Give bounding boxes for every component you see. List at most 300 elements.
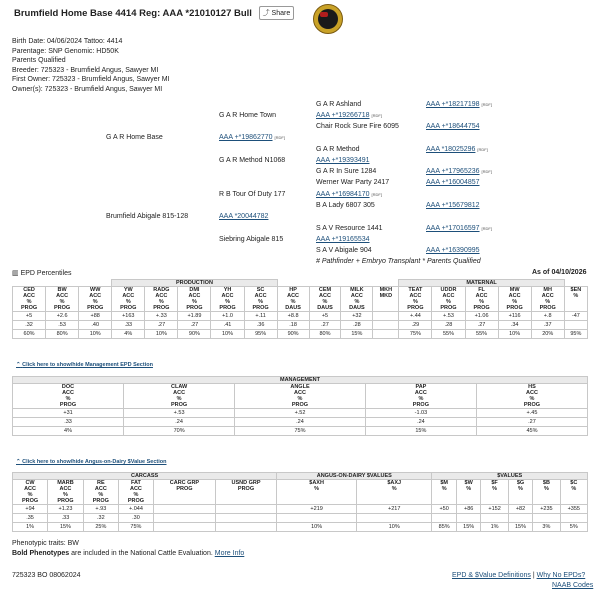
group-maternal: MATERNAL <box>399 280 564 287</box>
epd-col-sub: % <box>158 299 164 305</box>
epd-cell: 95% <box>244 330 277 339</box>
dairy-col-name: $C <box>570 480 578 486</box>
epd-cell: +1.0 <box>211 312 244 321</box>
ped-sds-name: G A R Method <box>316 146 360 153</box>
dairy-col-name: FAT <box>130 480 141 486</box>
ped-dds-name: S A V Resource 1441 <box>316 225 383 232</box>
ped-ss-link[interactable]: AAA +*19266718 <box>316 112 370 119</box>
dairy-cell <box>215 514 276 523</box>
dairy-col-sub: ACC <box>24 486 36 492</box>
dairy-col-name: $B <box>542 480 550 486</box>
epd-col-header <box>112 287 145 312</box>
epd-cell: +8.8 <box>277 312 309 321</box>
epd-as-of: As of 04/10/2026 <box>532 269 587 276</box>
epd-col-sub: % <box>125 299 131 305</box>
dairy-col-sub: % <box>571 486 577 492</box>
breeder-line: Breeder: 725323 - Brumfield Angus, Sawyer MI <box>12 66 159 74</box>
dairy-col-sub: % <box>466 486 472 492</box>
dairy-cell: 3% <box>533 523 560 532</box>
epd-col-name: RADG <box>153 287 170 293</box>
epd-col-header <box>178 287 211 312</box>
rdf-tag: [RDF] <box>371 192 382 197</box>
epd-col-sub: ACC <box>508 293 521 299</box>
ped-ddd-link[interactable]: AAA +*16390995 <box>426 247 480 254</box>
dairy-col-name: $W <box>464 480 473 486</box>
ped-note: # Pathfinder + Embryo Transplant * Parents Qualified <box>316 258 481 265</box>
phenotypic-line: Phenotypic traits: BW <box>12 540 79 547</box>
epd-col-sub: % <box>322 299 328 305</box>
bold-note-strong: Bold Phenotypes <box>12 550 70 557</box>
epd-cell: 90% <box>178 330 211 339</box>
footer-code: 725323 BO 08062024 <box>12 572 81 579</box>
mgmt-cell: +.53 <box>124 409 235 418</box>
epd-col-sub: % <box>354 299 360 305</box>
epd-col-sub: PROG <box>473 305 490 311</box>
epd-col-sub: % <box>290 299 296 305</box>
owners-line: Owner(s): 725323 - Brumfield Angus, Sawyer MI <box>12 85 163 93</box>
group-aod: ANGUS-ON-DAIRY $VALUES <box>277 473 432 480</box>
mgmt-col-header <box>365 384 476 409</box>
dairy-col-sub: % <box>543 486 549 492</box>
dairy-toggle[interactable] <box>16 459 167 465</box>
epd-cell: 55% <box>432 330 465 339</box>
epd-cell <box>373 321 399 330</box>
epd-col-header <box>244 287 277 312</box>
ped-sd-link[interactable]: AAA +*19393491 <box>316 157 370 164</box>
dairy-col-sub: PROG <box>127 498 145 504</box>
dairy-cell: +50 <box>432 505 457 514</box>
rdf-tag: [RDF] <box>481 169 492 174</box>
epd-col-sub: ACC <box>23 293 35 299</box>
mgmt-col-header <box>13 384 124 409</box>
dairy-cell <box>508 514 533 523</box>
epd-cell: .28 <box>341 321 373 330</box>
mgmt-toggle[interactable] <box>16 362 153 368</box>
mgmt-cell: 15% <box>365 427 476 436</box>
group-production: PRODUCTION <box>112 280 277 287</box>
birth-line: Birth Date: 04/06/2024 Tattoo: 4414 <box>12 38 123 45</box>
dairy-col-header <box>533 480 560 505</box>
dairy-cell: 75% <box>118 523 153 532</box>
dairy-col-name: CW <box>25 480 35 486</box>
dairy-col-header <box>481 480 508 505</box>
dairy-cell <box>432 514 457 523</box>
dairy-col-sub: PROG <box>92 498 109 504</box>
ped-sd-name: G A R Method N1068 <box>219 157 286 164</box>
ped-sire-link[interactable]: AAA +*19862770 <box>219 134 273 141</box>
epd-cell: +5 <box>13 312 46 321</box>
epd-cell: 4% <box>112 330 145 339</box>
dairy-col-header <box>48 480 84 505</box>
epd-col-name: CED <box>23 287 35 293</box>
more-info-link[interactable]: More Info <box>214 550 245 557</box>
expand-icon: ⌃ <box>16 459 21 465</box>
mgmt-cell: .27 <box>476 418 587 427</box>
dairy-cell: .33 <box>48 514 84 523</box>
epd-col-sub: % <box>512 299 518 305</box>
ped-sds-link[interactable]: AAA *18025296 <box>426 146 476 153</box>
epd-col-sub: ACC <box>188 293 201 299</box>
dairy-cell: 15% <box>508 523 533 532</box>
dairy-cell: .35 <box>13 514 48 523</box>
epd-col-sub: ACC <box>89 293 102 299</box>
epd-col-sub: ACC <box>350 293 363 299</box>
mgmt-cell: -1.03 <box>365 409 476 418</box>
epd-col-header <box>531 287 564 312</box>
ped-sire-name: G A R Home Base <box>106 134 163 141</box>
dairy-col-sub: PROG <box>21 498 39 504</box>
ped-sss-link[interactable]: AAA +*18217198 <box>426 101 480 108</box>
dairy-col-sub: ACC <box>94 486 107 492</box>
rdf-tag: [RDF] <box>274 135 285 140</box>
epd-cell: 80% <box>46 330 79 339</box>
dairy-col-header <box>508 480 533 505</box>
mgmt-cell: .24 <box>124 418 235 427</box>
dairy-col-name: $AXJ <box>387 480 402 486</box>
group-carcass: CARCASS <box>13 473 277 480</box>
share-button[interactable] <box>259 6 295 20</box>
dairy-cell: 10% <box>277 523 357 532</box>
dairy-col-name: $AXH <box>309 480 324 486</box>
mgmt-col-sub: ACC <box>414 390 427 396</box>
mgmt-cell: 45% <box>476 427 587 436</box>
epd-cell: .53 <box>46 321 79 330</box>
epd-col-header <box>79 287 112 312</box>
epd-cell: .41 <box>211 321 244 330</box>
epd-col-sub: PROG <box>20 305 38 311</box>
ped-ddd-name: S A V Abigale 904 <box>316 247 372 254</box>
mgmt-col-sub: PROG <box>412 402 429 408</box>
epd-cell: +163 <box>112 312 145 321</box>
dairy-col-sub: % <box>492 486 498 492</box>
dairy-col-sub: PROG <box>237 486 255 492</box>
mgmt-col-sub: ACC <box>526 390 538 396</box>
epd-cell: .27 <box>309 321 341 330</box>
mgmt-col-sub: % <box>297 396 303 402</box>
dairy-cell: .32 <box>83 514 118 523</box>
epd-col-sub: % <box>258 299 264 305</box>
epd-cell: +5 <box>309 312 341 321</box>
dairy-col-name: $F <box>491 480 498 486</box>
dairy-col-name: $M <box>440 480 448 486</box>
dairy-col-sub: PROG <box>176 486 193 492</box>
dairy-cell: +152 <box>481 505 508 514</box>
ped-dam-link[interactable]: AAA *20044782 <box>219 213 269 220</box>
mgmt-cell: 70% <box>124 427 235 436</box>
first-owner-line: First Owner: 725323 - Brumfield Angus, Sawyer MI <box>12 76 170 83</box>
epd-cell: .36 <box>244 321 277 330</box>
ped-ss-name: G A R Home Town <box>219 112 277 119</box>
dairy-cell: +1.23 <box>48 505 84 514</box>
dairy-cell: +217 <box>357 505 432 514</box>
group-management: MANAGEMENT <box>13 377 588 384</box>
epd-col-sub: PROG <box>252 305 269 311</box>
dairy-cell: +82 <box>508 505 533 514</box>
epd-cell: 10% <box>211 330 244 339</box>
dairy-col-sub: % <box>27 492 33 498</box>
dairy-col-sub: % <box>518 486 523 492</box>
epd-col-name: MW <box>509 287 520 293</box>
why-no-epds-link[interactable]: Why No EPDs? <box>536 572 586 579</box>
dairy-col-sub: % <box>63 492 68 498</box>
epd-col-name: FL <box>478 287 485 293</box>
mgmt-col-sub: ACC <box>173 390 186 396</box>
dairy-col-sub: % <box>441 486 447 492</box>
epd-cell: +116 <box>498 312 531 321</box>
epd-col-sub: % <box>573 293 579 299</box>
dairy-toggle-text: Click here to show/hide Angus-on-Dairy $Value Section <box>22 459 167 465</box>
epd-cell: +.44 <box>399 312 432 321</box>
epd-col-sub: PROG <box>87 305 104 311</box>
epd-col-name: DMI <box>189 287 200 293</box>
dairy-cell <box>533 514 560 523</box>
epd-col-sub: DAUS <box>317 305 333 311</box>
epd-col-sub: ACC <box>221 293 234 299</box>
dairy-cell <box>481 514 508 523</box>
dairy-col-header <box>118 480 153 505</box>
epd-col-header <box>309 287 341 312</box>
epd-col-name: MKH <box>379 287 393 293</box>
epd-col-sub: PROG <box>186 305 203 311</box>
ped-dam-name: Brumfield Abigale 815-128 <box>106 213 189 220</box>
footer-links <box>452 572 585 579</box>
epd-col-header <box>13 287 46 312</box>
mgmt-col-sub: ACC <box>294 390 306 396</box>
epd-title <box>12 269 72 277</box>
dairy-col-header <box>277 480 357 505</box>
dairy-cell <box>357 514 432 523</box>
ped-sdd-name: G A R In Sure 1284 <box>316 168 377 175</box>
epd-col-sub: ACC <box>442 293 455 299</box>
mgmt-col-name: PAP <box>415 384 427 390</box>
ped-dss-link[interactable]: AAA +*16004857 <box>426 179 480 186</box>
dairy-col-name: $G <box>516 480 525 486</box>
dairy-cell <box>560 514 587 523</box>
epd-col-sub: ACC <box>541 293 554 299</box>
epd-col-name: $EN <box>570 287 582 293</box>
dairy-cell: +.044 <box>118 505 153 514</box>
epd-col-name: YW <box>123 287 133 293</box>
dairy-col-sub: ACC <box>129 486 142 492</box>
mgmt-col-name: ANGLE <box>290 384 310 390</box>
epd-col-header <box>211 287 244 312</box>
dairy-col-sub: PROG <box>57 498 74 504</box>
naab-codes-link[interactable]: NAAB Codes <box>552 582 594 589</box>
mgmt-col-name: HS <box>528 384 536 390</box>
epd-cell: 15% <box>341 330 373 339</box>
epd-col-sub: % <box>92 299 98 305</box>
epd-cell: +.11 <box>244 312 277 321</box>
ped-ssd-link[interactable]: AAA +*18644754 <box>426 123 480 130</box>
epd-col-sub: DAUS <box>285 305 301 311</box>
epd-cell: .27 <box>145 321 178 330</box>
epd-cell: 10% <box>498 330 531 339</box>
animal-info <box>12 37 170 94</box>
epd-cell: .32 <box>13 321 46 330</box>
epd-cell: .37 <box>531 321 564 330</box>
dairy-cell <box>215 505 276 514</box>
epd-col-sub: % <box>446 299 451 305</box>
epd-col-sub: PROG <box>407 305 424 311</box>
mgmt-cell: .33 <box>13 418 124 427</box>
dairy-col-sub: % <box>391 486 397 492</box>
dairy-col-header <box>13 480 48 505</box>
epd-col-header <box>46 287 79 312</box>
epd-cell: +1.89 <box>178 312 211 321</box>
epd-col-sub: % <box>225 299 230 305</box>
epd-col-sub: ACC <box>254 293 267 299</box>
mgmt-col-header <box>476 384 587 409</box>
epd-col-sub: ACC <box>56 293 69 299</box>
mgmt-cell: +.52 <box>235 409 366 418</box>
mgmt-col-sub: % <box>176 396 182 402</box>
mgmt-col-sub: PROG <box>59 402 77 408</box>
dairy-col-name: MARB <box>57 480 74 486</box>
epd-col-sub: PROG <box>54 305 71 311</box>
dairy-col-sub: ACC <box>59 486 72 492</box>
mgmt-cell: .24 <box>365 418 476 427</box>
epd-col-sub: % <box>191 299 197 305</box>
expand-icon: ⌃ <box>16 362 21 368</box>
dairy-cell: .30 <box>118 514 153 523</box>
epd-definitions-link[interactable]: EPD & $Value Definitions <box>452 572 531 579</box>
dairy-cell <box>153 523 215 532</box>
dairy-cell: 10% <box>357 523 432 532</box>
epd-col-sub: PROG <box>153 305 170 311</box>
ped-sss-name: G A R Ashland <box>316 101 362 108</box>
epd-title-text: EPD Percentiles <box>20 270 72 277</box>
rdf-tag: [RDF] <box>481 102 492 107</box>
mgmt-col-sub: ACC <box>62 390 74 396</box>
epd-col-header <box>564 287 587 312</box>
ped-dd-link[interactable]: AAA +*19165534 <box>316 236 370 243</box>
dairy-col-name: RE <box>97 480 105 486</box>
epd-cell: .18 <box>277 321 309 330</box>
epd-col-sub: PROG <box>219 305 236 311</box>
bold-note <box>12 550 244 557</box>
epd-cell: .29 <box>399 321 432 330</box>
share-label: Share <box>271 10 291 17</box>
dairy-cell: +355 <box>560 505 587 514</box>
epd-col-sub: ACC <box>122 293 135 299</box>
epd-col-sub: % <box>26 299 32 305</box>
angus-logo <box>313 4 343 34</box>
epd-cell: .27 <box>465 321 498 330</box>
epd-cell: .27 <box>178 321 211 330</box>
rdf-tag: [RDF] <box>477 147 488 152</box>
mgmt-cell: 75% <box>235 427 366 436</box>
ped-ssd-name: Chair Rock Sure Fire 6095 <box>316 123 399 130</box>
epd-col-header <box>432 287 465 312</box>
epd-col-sub: % <box>479 299 484 305</box>
epd-col-sub: % <box>412 299 418 305</box>
epd-col-name: MH <box>543 287 552 293</box>
epd-cell: +1.06 <box>465 312 498 321</box>
mgmt-col-sub: PROG <box>291 402 309 408</box>
ped-dsd-name: B A Lady 6807 305 <box>316 202 375 209</box>
dairy-cell: 85% <box>432 523 457 532</box>
mgmt-col-sub: PROG <box>523 402 541 408</box>
dairy-cell: 15% <box>48 523 84 532</box>
mgmt-col-sub: % <box>418 396 424 402</box>
epd-table <box>12 279 588 339</box>
epd-col-name: HP <box>289 287 297 293</box>
ped-dsd-link[interactable]: AAA +*15679812 <box>426 202 480 209</box>
bold-note-rest: are included in the National Cattle Evaluation. <box>69 550 215 557</box>
dairy-col-header <box>456 480 481 505</box>
dairy-cell: 1% <box>481 523 508 532</box>
parentage-line: Parentage: SNP Genomic: HD50K <box>12 47 119 55</box>
mgmt-col-sub: % <box>529 396 535 402</box>
dairy-cell: +235 <box>533 505 560 514</box>
epd-col-name: SC <box>256 287 265 293</box>
dairy-cell: 25% <box>83 523 118 532</box>
mgmt-col-header <box>124 384 235 409</box>
epd-col-sub: PROG <box>440 305 457 311</box>
ped-ds-link[interactable]: AAA +*16984170 <box>316 191 370 198</box>
dairy-cell <box>153 514 215 523</box>
chart-icon: ▥ <box>12 270 19 277</box>
epd-col-sub: PROG <box>120 305 137 311</box>
epd-cell: +2.6 <box>46 312 79 321</box>
dairy-cell: +94 <box>13 505 48 514</box>
ped-dds-link[interactable]: AAA +*17016597 <box>426 225 480 232</box>
mgmt-cell: +31 <box>13 409 124 418</box>
epd-cell: +.8 <box>531 312 564 321</box>
epd-cell: +32 <box>341 312 373 321</box>
naab-wrap <box>552 582 593 589</box>
epd-col-header <box>373 287 399 312</box>
epd-col-sub: % <box>545 299 551 305</box>
epd-cell: 75% <box>399 330 432 339</box>
epd-col-name: YH <box>223 287 232 293</box>
epd-cell: +.53 <box>432 312 465 321</box>
mgmt-col-sub: PROG <box>170 402 188 408</box>
dairy-cell: +219 <box>277 505 357 514</box>
dairy-cell: +86 <box>456 505 481 514</box>
share-icon: ⤴ <box>262 10 270 17</box>
epd-col-sub: ACC <box>155 293 168 299</box>
epd-col-sub: MKD <box>379 293 393 299</box>
mgmt-table <box>12 376 588 436</box>
dairy-cell <box>215 523 276 532</box>
epd-col-header <box>277 287 309 312</box>
epd-col-header <box>498 287 531 312</box>
dairy-col-header <box>432 480 457 505</box>
dairy-cell: 1% <box>13 523 48 532</box>
dairy-col-name: USND GRP <box>231 480 261 486</box>
epd-col-name: TEAT <box>408 287 423 293</box>
dairy-col-name: CARC GRP <box>169 480 200 486</box>
dairy-table <box>12 472 588 532</box>
dairy-cell: 5% <box>560 523 587 532</box>
ped-dd-name: Siebring Abigale 815 <box>219 236 284 243</box>
epd-cell <box>373 330 399 339</box>
animal-title <box>14 6 294 20</box>
dairy-col-sub: % <box>314 486 320 492</box>
ped-sdd-link[interactable]: AAA +*17965236 <box>426 168 480 175</box>
mgmt-col-header <box>235 384 366 409</box>
ped-ds-name: R B Tour Of Duty 177 <box>219 191 286 198</box>
epd-col-sub: ACC <box>287 293 300 299</box>
dairy-cell <box>153 505 215 514</box>
separator: | <box>532 572 535 579</box>
mgmt-cell: .24 <box>235 418 366 427</box>
dairy-col-header <box>215 480 276 505</box>
epd-cell: +88 <box>79 312 112 321</box>
epd-col-name: MILK <box>350 287 364 293</box>
epd-cell: 90% <box>277 330 309 339</box>
